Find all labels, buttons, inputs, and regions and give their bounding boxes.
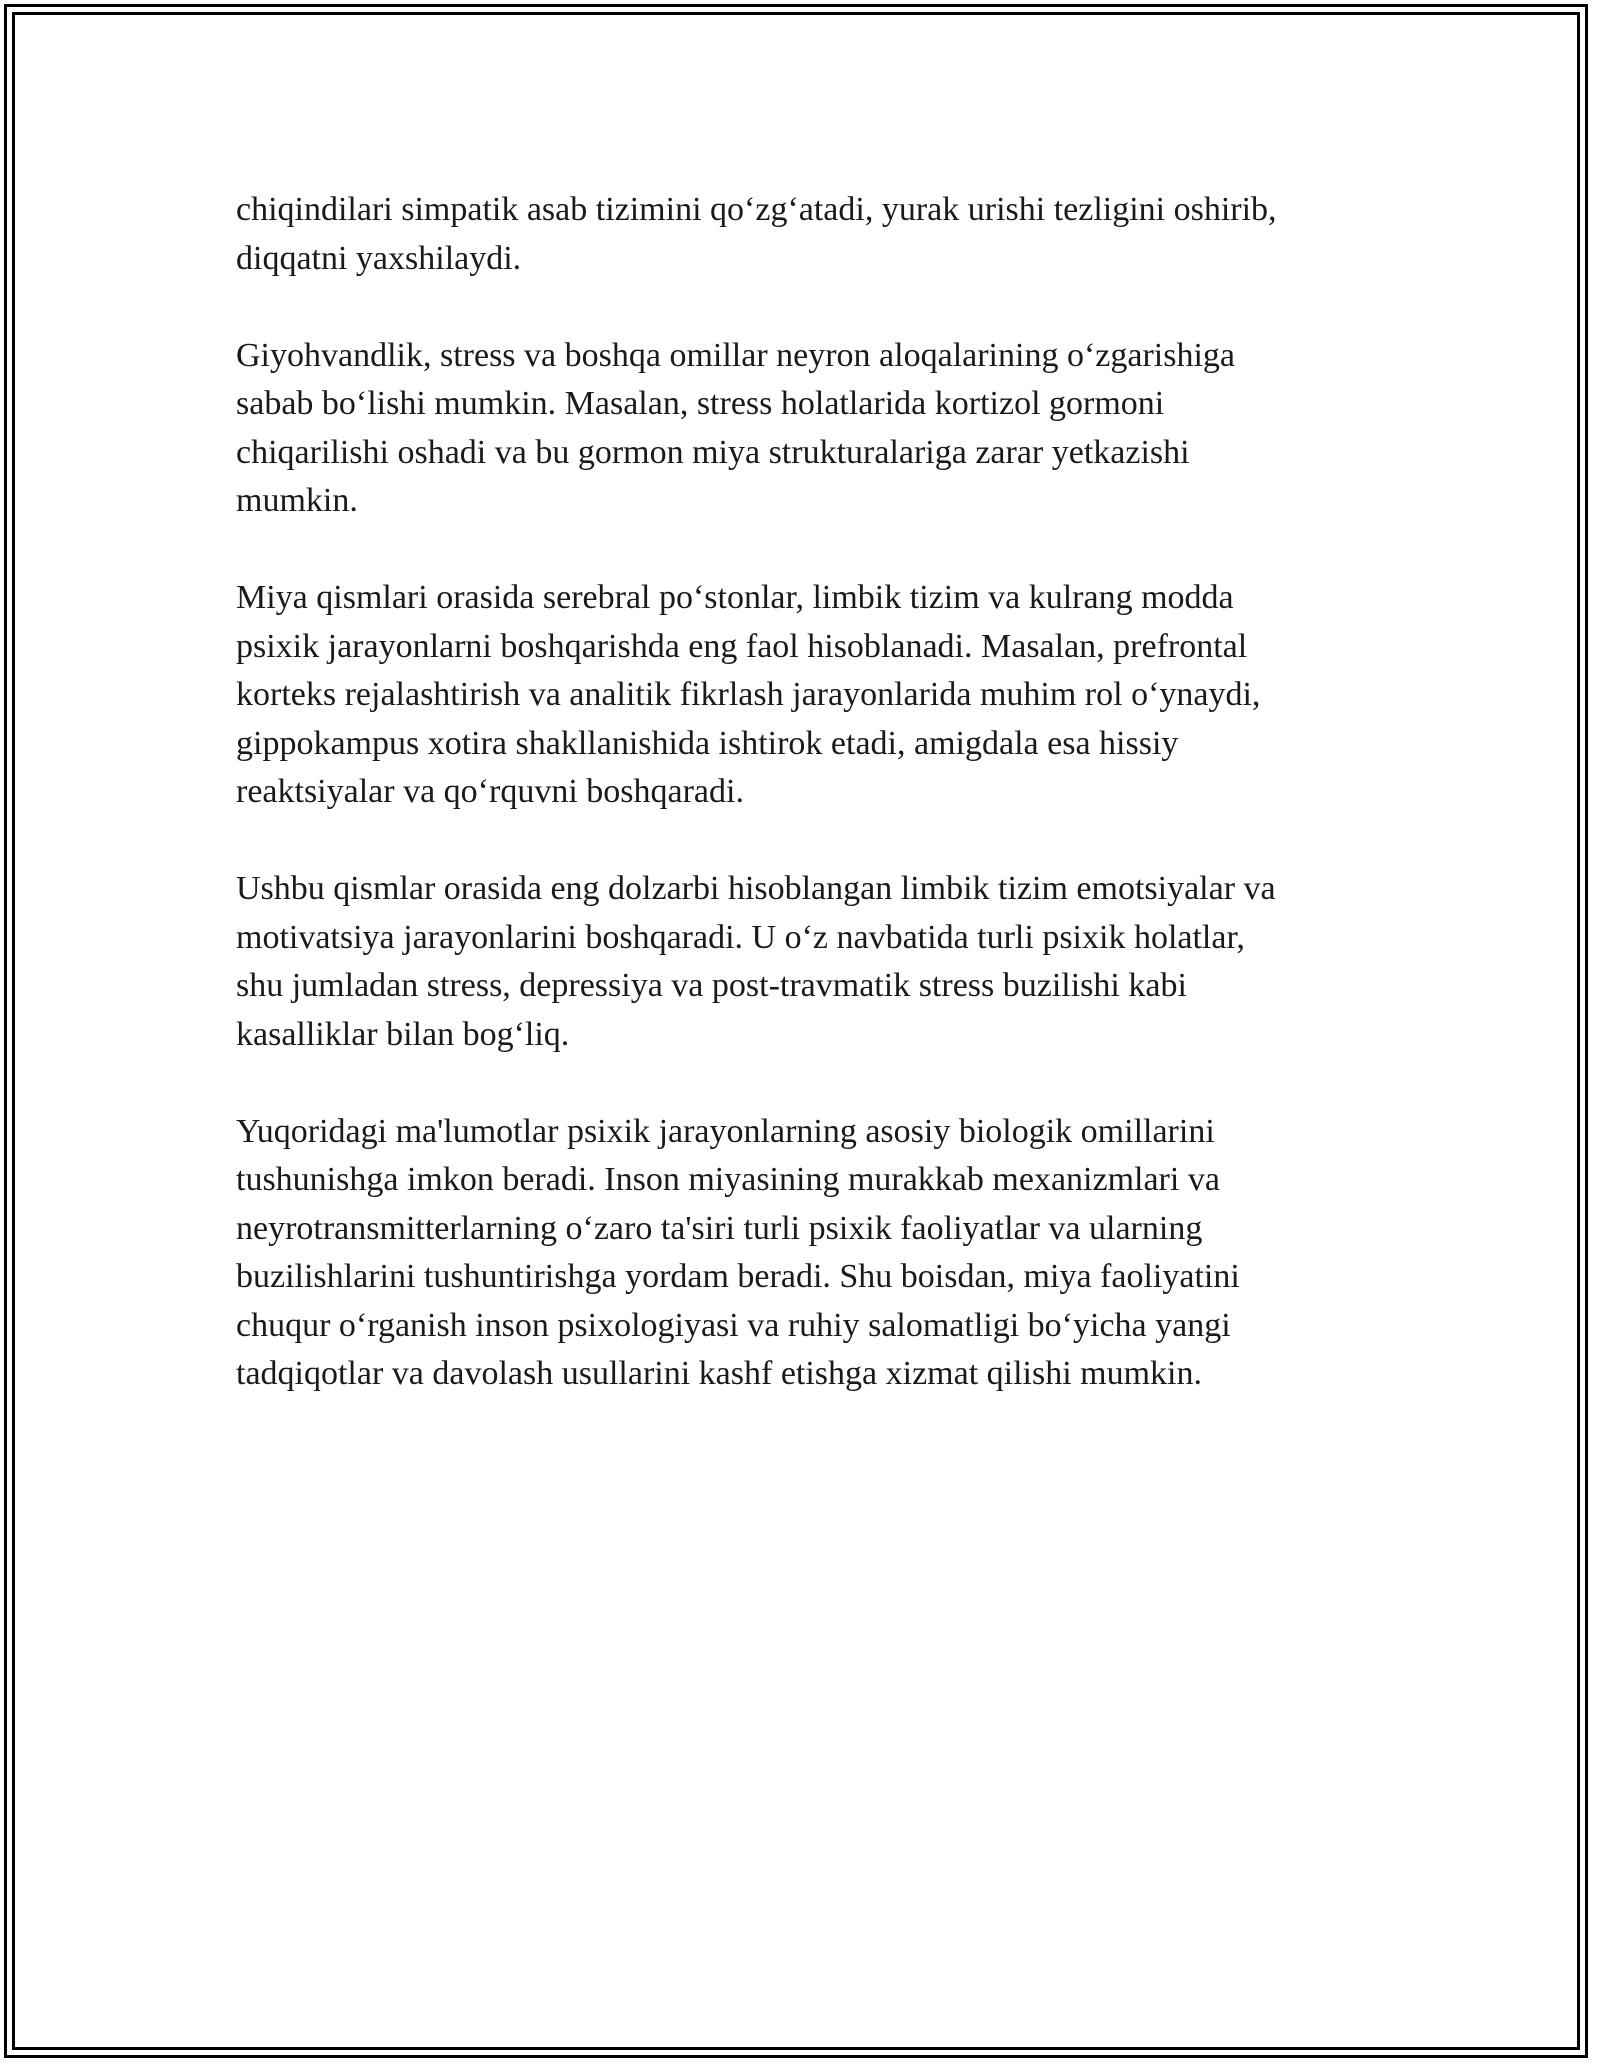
paragraph-2: Giyohvandlik, stress va boshqa omillar neyron aloqalarining o‘zgarishiga sabab bo‘lishi mumkin. Masalan, stress holatlarida kortizol gormoni chiqarilishi oshadi va bu gormon miya strukturalariga zarar yetkazishi mumkin. bbox=[236, 336, 1235, 519]
paragraph-3: Miya qismlari orasida serebral po‘stonlar, limbik tizim va kulrang modda psixik jarayonlarni boshqarishda eng faol hisoblanadi. Masalan, prefrontal korteks rejalashtirish va analitik fikrlash jarayonlarida muhim rol o‘ynaydi, gippokampus xotira shakllanishida ishtirok etadi, amigdala esa hissiy reaktsiyalar va qo‘rquvni boshqaradi. bbox=[236, 579, 1261, 810]
paragraph-5: Yuqoridagi ma'lumotlar psixik jarayonlarning asosiy biologik omillarini tushunishga imkon beradi. Inson miyasining murakkab mexanizmlari va neyrotransmitterlarning o‘zaro ta'siri turli psixik faoliyatlar va ularning buzilishlarini tushuntirishga yordam beradi. Shu boisdan, miya faoliyatini chuqur o‘rganish inson psixologiyasi va ruhiy salomatligi bo‘yicha yangi tadqiqotlar va davolash usullarini kashf etishga xizmat qilishi mumkin. bbox=[236, 1112, 1240, 1392]
paragraph-4: Ushbu qismlar orasida eng dolzarbi hisoblangan limbik tizim emotsiyalar va motivatsiya jarayonlarini boshqaradi. U o‘z navbatida turli psixik holatlar, shu jumladan stress, depressiya va post-travmatik stress buzilishi kabi kasalliklar bilan bog‘liq. bbox=[236, 870, 1276, 1053]
paragraph-1: chiqindilari simpatik asab tizimini qo‘zg‘atadi, yurak urishi tezligini oshirib, diqqatni yaxshilaydi. bbox=[236, 191, 1277, 277]
document-body bbox=[236, 186, 1416, 1447]
